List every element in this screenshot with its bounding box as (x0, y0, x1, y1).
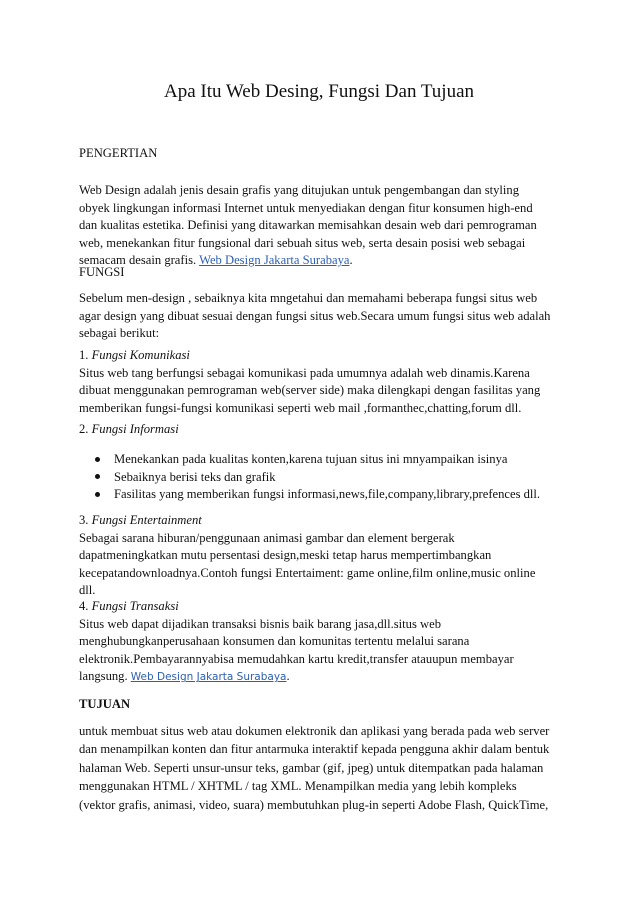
paragraph-line: dll. (79, 583, 96, 598)
paragraph-line: elektronik.Pembayarannyabisa memudahkan kartu kredit,transfer atauupun membayar (79, 651, 514, 666)
informasi-heading (79, 421, 564, 439)
paragraph-line: obyek lingkungan informasi Internet untuk menyediakan dengan fitur konsumen high-end (79, 200, 533, 215)
bullet-icon (95, 457, 100, 462)
paragraph-line: dapatmeningkatkan mutu persentasi design,meski tetap harus mempertimbangkan (79, 548, 492, 563)
pengertian-paragraph (79, 182, 564, 270)
text-segment: . (349, 253, 353, 268)
section-title: Fungsi Transaksi (91, 599, 179, 613)
informasi-bullet-list (95, 451, 565, 504)
section-title: Fungsi Komunikasi (91, 348, 190, 362)
paragraph-line (79, 668, 564, 687)
section-number: 1. (79, 348, 92, 362)
section-number: 3. (79, 513, 92, 527)
paragraph-line: dan menampilkan konten dan fitur antarmuka interaktif kepada pengguna akhir dalam bentuk (79, 742, 550, 757)
paragraph-line: (vektor grafis, animasi, video, suara) membutuhkan plug-in seperti Adobe Flash, QuickTime, (79, 797, 549, 812)
tujuan-paragraph (79, 722, 564, 814)
list-item (95, 451, 565, 469)
section-heading (79, 598, 564, 616)
paragraph-line: untuk membuat situs web atau dokumen elektronik dan aplikasi yang berada pada web server (79, 724, 550, 738)
komunikasi-section (79, 347, 564, 417)
paragraph-line: web, menekankan fitur fungsional dari sebuah situs web, serta desain posisi web sebagai (79, 235, 526, 250)
list-item (95, 469, 565, 487)
bullet-icon (95, 474, 100, 479)
section-heading (79, 421, 564, 439)
paragraph-line: Sebelum men-design , sebaiknya kita mngetahui dan memahami beberapa fungsi situs web (79, 291, 538, 305)
paragraph-line: Situs web tang berfungsi sebagai komunikasi pada umumnya adalah web dinamis.Karena (79, 365, 530, 380)
paragraph-line: menghubungkanperusahaan konsumen dan komunitas tertentu melalui sarana (79, 634, 470, 649)
section-heading (79, 512, 564, 530)
entertainment-section (79, 512, 564, 600)
section-number: 4. (79, 599, 92, 613)
page-title: Apa Itu Web Desing, Fungsi Dan Tujuan (163, 81, 475, 102)
tujuan-heading: TUJUAN (79, 697, 131, 711)
paragraph-line: dibuat menggunakan pemrograman web(server side) maka dilengkapi dengan fasilitas yang (79, 383, 541, 398)
paragraph-line: menggunakan HTML / XHTML / tag XML. Menampilkan media yang lebih kompleks (79, 779, 517, 794)
list-item (95, 486, 565, 504)
fungsi-paragraph (79, 290, 564, 343)
paragraph-line: kecepatandownloadnya.Contoh fungsi Entertaiment: game online,film online,music online (79, 565, 536, 580)
section-title: Fungsi Entertainment (91, 513, 202, 527)
list-item-text: Fasilitas yang memberikan fungsi informasi,news,file,company,library,prefences dll. (114, 487, 541, 502)
section-number: 2. (79, 422, 92, 436)
paragraph-line: Web Design adalah jenis desain grafis yang ditujukan untuk pengembangan dan styling (79, 183, 520, 197)
list-item-text: Sebaiknya berisi teks dan grafik (114, 469, 276, 484)
text-segment: semacam desain grafis. (79, 253, 200, 268)
section-title: Fungsi Informasi (91, 422, 179, 436)
paragraph-line: memberikan fungsi-fungsi komunikasi seperti web mail ,formanthec,chatting,forum dll. (79, 400, 522, 415)
bullet-icon (95, 492, 100, 497)
section-heading (79, 347, 564, 365)
paragraph-line: halaman Web. Seperti unsur-unsur teks, gambar (gif, jpeg) untuk ditempatkan pada halaman (79, 760, 544, 775)
paragraph-line: Situs web dapat dijadikan transaksi bisnis baik barang jasa,dll.situs web (79, 616, 442, 631)
paragraph-line: agar design yang dibuat sesuai dengan fungsi situs web.Secara umum fungsi situs web adalah (79, 308, 551, 323)
paragraph-line: sebagai berikut: (79, 326, 160, 341)
list-item-text: Menekankan pada kualitas konten,karena tujuan situs ini mnyampaikan isinya (114, 452, 508, 466)
web-design-link[interactable]: Web Design Jakarta Surabaya (199, 253, 350, 268)
paragraph-line: Sebagai sarana hiburan/penggunaan animasi gambar dan element bergerak (79, 530, 455, 545)
web-design-link[interactable]: Web Design Jakarta Surabaya (130, 671, 287, 684)
paragraph-line: dan kualitas estetika. Definisi yang ditawarkan memisahkan desain web dari pemrograman (79, 218, 537, 233)
transaksi-section (79, 598, 564, 687)
text-segment: langsung. (79, 669, 131, 684)
fungsi-heading: FUNGSI (79, 265, 125, 279)
text-segment: . (286, 669, 290, 684)
pengertian-heading: PENGERTIAN (79, 146, 158, 160)
